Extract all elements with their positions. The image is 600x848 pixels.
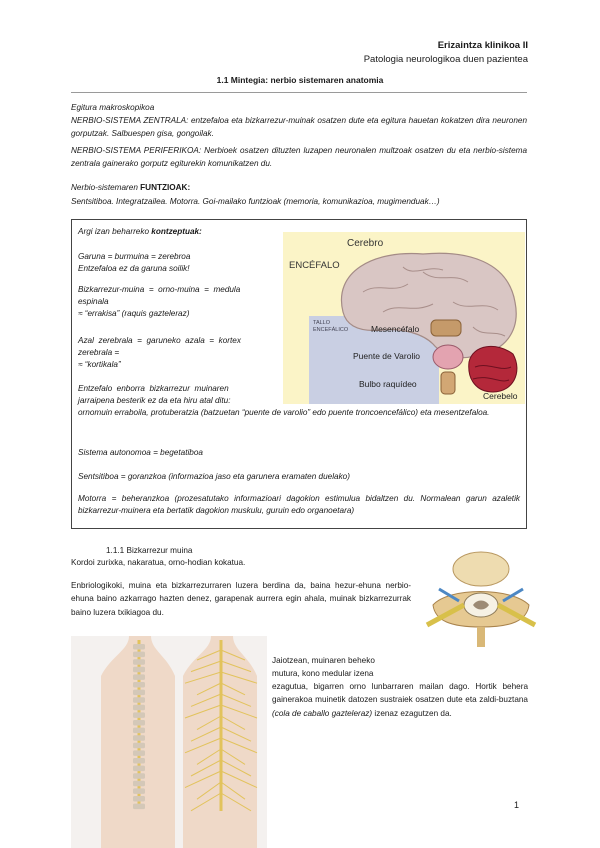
intro-heading: Egitura makroskopikoa [71,103,155,112]
concept-garuna-2: Entzefaloa ez da garuna soilik! [78,264,190,273]
vertebra [133,697,145,703]
concept-autonomo: Sistema autonomoa = begetatiboa [78,448,203,457]
label-cerebelo: Cerebelo [483,391,518,401]
snp-paragraph [71,144,527,171]
vertebra [133,659,145,665]
puente-shape [433,345,463,369]
vertebra [133,735,145,741]
spinal-cord-body-figure [71,636,267,848]
spinal-heading: 1.1.1 Bizkarrezur muina [106,546,193,555]
vertebra [133,804,145,810]
header-rule [71,92,527,93]
concept-medula-2: espinala [78,297,109,306]
snp-term: NERBIO-SISTEMA PERIFERIKOA [71,146,199,155]
vertebra [133,766,145,772]
spinal-paragraph-2b: mutura, kono medular izena [272,669,374,678]
concept-garuna-1: Garuna = burmuina = zerebroa [78,252,191,261]
spinal-paragraph-2a: Jaiotzean, muinaren beheko [272,656,375,665]
page-number: 1 [514,800,520,810]
vertebral-body [453,552,509,586]
concept-entzefalo-3: ornomuin erraboila, protuberatzia (batzuetan “puente de varolio” edo puente troncoencefálico) eta mesentzefaloa. [78,408,490,417]
label-tallo-1: TALLO [313,320,331,326]
vertebra [133,705,145,711]
brain-figure [283,232,525,404]
snc-term: NERBIO-SISTEMA ZENTRALA [71,116,187,125]
functions-bold: FUNTZIOAK: [140,183,191,192]
concepts-title-bold: kontzeptuak: [151,227,202,236]
spinal-paragraph-2c: ezagutua, bigarren orno lunbarraren mailan dago. Hortik behera gainerakoa muinetik datozen sustraiek osatzen dute eta zaldi-buztana (cola de caballo gazteleraz) izenaz ezagutzen da. [272,682,528,718]
functions-heading: Nerbio-sistemaren FUNTZIOAK: [71,183,191,192]
vertebra [133,674,145,680]
label-mesencefalo: Mesencéfalo [371,324,420,334]
concept-medula-3: ≈ “errakisa” (raquis gazteleraz) [78,309,190,318]
concept-kortex-1: Azal zerebrala = garuneko azala = kortex [78,336,241,345]
vertebra-figure [419,543,542,651]
cola-caballo: (cola de caballo gazteleraz) [272,708,373,718]
vertebra [133,750,145,756]
course-subtitle: Patologia neurologikoa duen pazientea [363,54,528,65]
snc-text: : entzefaloa eta bizkarrezur-muinak osatzen dute eta egitura hauetan kokatzen dira neuronen gorputzak. Salbuespen gisa, gongoilak. [71,116,528,139]
cerebelo-shape [469,346,517,392]
vertebra [133,758,145,764]
vertebra [133,712,145,718]
concept-entzefalo-1: Entzefalo enborra bizkarrezur muinaren [78,384,229,393]
vertebra [133,796,145,802]
concept-kortex-3: ≈ “kortikala” [78,360,121,369]
bulbo-shape [441,372,455,394]
section-title: 1.1 Mintegia: nerbio sistemaren anatomia [216,75,384,85]
concept-sentsitibo: Sentsitiboa = goranzkoa (informazioa jaso eta garunera eramaten duelako) [78,472,350,481]
vertebra [133,743,145,749]
spinal-intro: Kordoi zurixka, nakaratua, orno-hodian kokatua. [71,558,246,567]
vertebra [133,728,145,734]
snp-text: : Nerbioek osatzen dituzten luzapen neuronalen multzoak osatzen du eta nerbio-sistema zentrala gainerako gorputz egiturekin komunikatzen du. [71,146,528,169]
course-title: Erizaintza klinikoa II [437,40,528,51]
vertebra [133,781,145,787]
label-tallo-2: ENCEFÁLICO [313,327,349,333]
mesencefalo-shape [431,320,461,336]
label-encefalo: ENCÉFALO [289,260,340,271]
concept-medula-1: Bizkarrezur-muina = orno-muina = medula [78,285,241,294]
label-puente: Puente de Varolio [353,351,420,361]
vertebra [133,773,145,779]
functions-text: Sentsitiboa. Integratzailea. Motorra. Goi-mailako funtzioak (memoria, komunikazioa, mugimenduak…) [71,197,440,206]
concept-kortex-2: zerebrala = [78,348,120,357]
concept-entzefalo-2: jarraipena besterik ez da eta hiru atal ditu: [78,396,231,405]
vertebra [133,652,145,658]
vertebra [133,690,145,696]
concept-motorra: Motorra = beheranzkoa (prozesatutako informazioari dagokion estimulua bidaltzen du. Normalean garun azaletik bizkarrezur-muinera eta bertatik dagokion muskulu, guruin edo organoetara) [78,494,520,516]
spinal-paragraph-1: Enbriologikoki, muina eta bizkarrezurraren luzera berdina da, baina hezur-ehuna nerbio-ehuna baino azkarrago hazten denez, garapenak aurrera egin ahala, muinak bizkarrezurrak baino luzera txikiagoa du. [71,581,411,617]
vertebra [133,788,145,794]
vertebra [133,682,145,688]
vertebra [133,644,145,650]
vertebra [133,667,145,673]
vertebra [133,720,145,726]
concepts-title: Argi izan beharreko kontzeptuak: [78,227,202,236]
label-cerebro: Cerebro [347,238,384,249]
snc-paragraph [71,114,527,141]
label-bulbo: Bulbo raquídeo [359,379,417,389]
